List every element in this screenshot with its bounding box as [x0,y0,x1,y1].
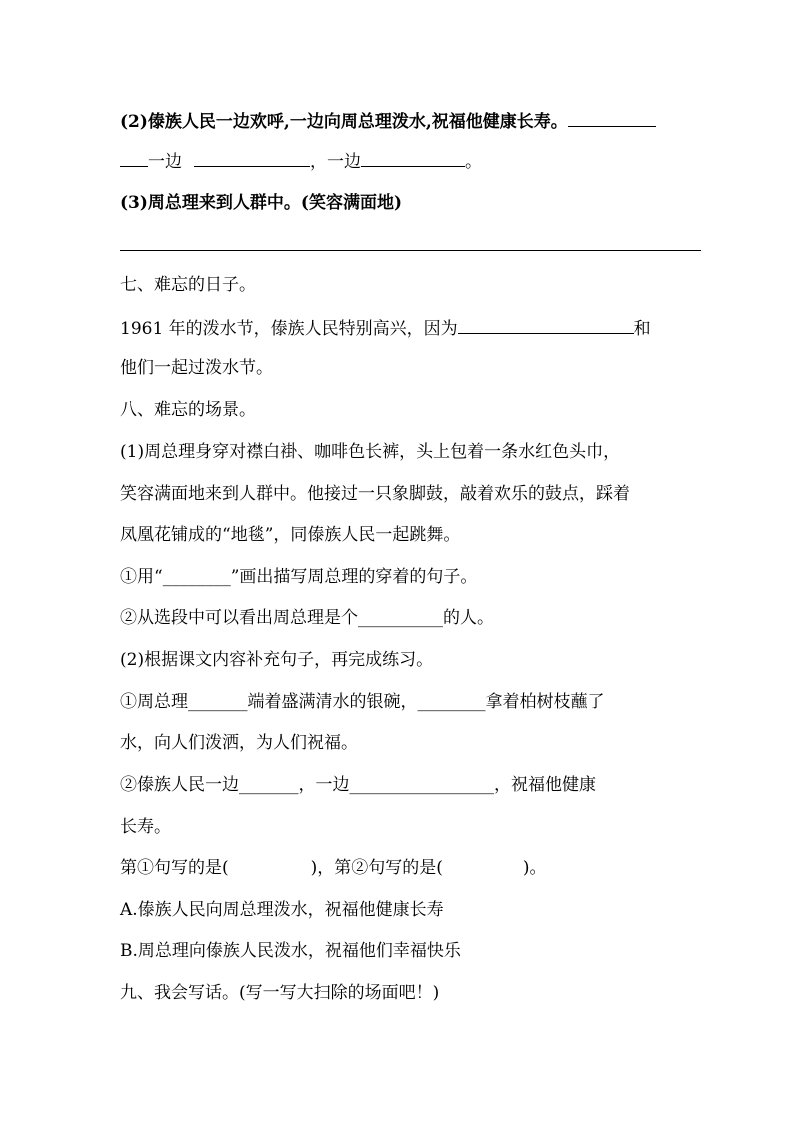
s7-line-1-text-a: 1961 年的泼水节，傣族人民特别高兴，因为 [120,319,458,339]
q2-label-end: 。 [465,152,482,172]
s8-sub-question-2 [120,608,494,628]
s7-line-1-text-b: 和 [633,319,651,339]
s8-p2-sentence-2-line-2: 长寿。 [120,817,171,837]
s8-p2-sentence-2-line-1 [120,775,596,795]
s8-option-a: A.傣族人民向周总理泼水，祝福他健康长寿 [120,900,444,920]
q2-label-a: 一边 [148,152,182,172]
s8-p2-1-text-c: 拿着柏树枝蘸了 [485,692,605,712]
s8-sub2-blank[interactable]: __________ [358,608,443,628]
s8-passage-line-2: 笑容满面地来到人群中。他接过一只象脚鼓，敲着欢乐的鼓点，踩着 [120,484,630,504]
s8-sub2-text-b: 的人。 [443,608,494,628]
s8-choice-question [120,858,547,878]
s8-choice-text-b: )，第②句写的是( [310,858,443,878]
s8-passage-line-3: 凤凰花铺成的“地毯”，同傣族人民一起跳舞。 [120,525,461,545]
q2-answer-blank-1[interactable] [568,110,656,127]
q2-answer-blank-2[interactable] [120,150,148,167]
s8-p2-1-blank-2[interactable]: ________ [417,692,486,712]
s8-part-2-instruction: (2)根据课文内容补充句子，再完成练习。 [120,650,434,670]
s8-choice-text-c: )。 [522,858,547,878]
s8-passage-line-1: (1)周总理身穿对襟白褂、咖啡色长裤，头上包着一条水红色头巾， [120,442,621,462]
s8-p2-sentence-1-line-1 [120,692,605,712]
s8-p2-2-text-b: ，一边 [298,775,350,795]
s8-p2-1-text-a: ①周总理 [120,692,188,712]
s8-choice-text-a: 第①句写的是( [120,858,229,878]
s7-line-1 [120,317,651,339]
s8-p2-2-blank-1[interactable]: _______ [239,775,299,795]
q2-continuation-line [120,150,482,172]
q2-sentence: (2)傣族人民一边欢呼,一边向周总理泼水,祝福他健康长寿。 [120,112,568,132]
q2-label-b: ，一边 [310,152,361,172]
section-7-heading: 七、难忘的日子。 [120,275,256,295]
q2-answer-blank-3[interactable] [194,150,310,167]
s8-p2-sentence-1-line-2: 水，向人们泼洒，为人们祝福。 [120,733,358,753]
q3-answer-line[interactable] [120,250,701,251]
s8-p2-2-text-c: ，祝福他健康 [494,775,596,795]
s8-option-b: B.周总理向傣族人民泼水，祝福他们幸福快乐 [120,941,461,961]
s8-sub2-text-a: ②从选段中可以看出周总理是个 [120,608,358,628]
s8-p2-2-blank-2[interactable]: _________________ [349,775,494,795]
s7-line-2: 他们一起过泼水节。 [120,358,273,378]
s8-p2-2-text-a: ②傣族人民一边 [120,775,239,795]
s8-p2-1-blank-1[interactable]: _______ [188,692,248,712]
q3-sentence-line [120,193,402,213]
s7-answer-blank[interactable] [458,317,634,334]
section-8-heading: 八、难忘的场景。 [120,400,256,420]
q2-answer-blank-4[interactable] [361,150,465,167]
q2-sentence-line [120,110,656,132]
q3-sentence: (3)周总理来到人群中。(笑容满面地) [120,193,403,213]
s8-p2-1-text-b: 端着盛满清水的银碗， [247,692,418,712]
section-9-heading: 九、我会写话。(写一写大扫除的场面吧！) [120,983,440,1003]
s8-sub-question-1: ①用“________”画出描写周总理的穿着的句子。 [120,567,478,587]
